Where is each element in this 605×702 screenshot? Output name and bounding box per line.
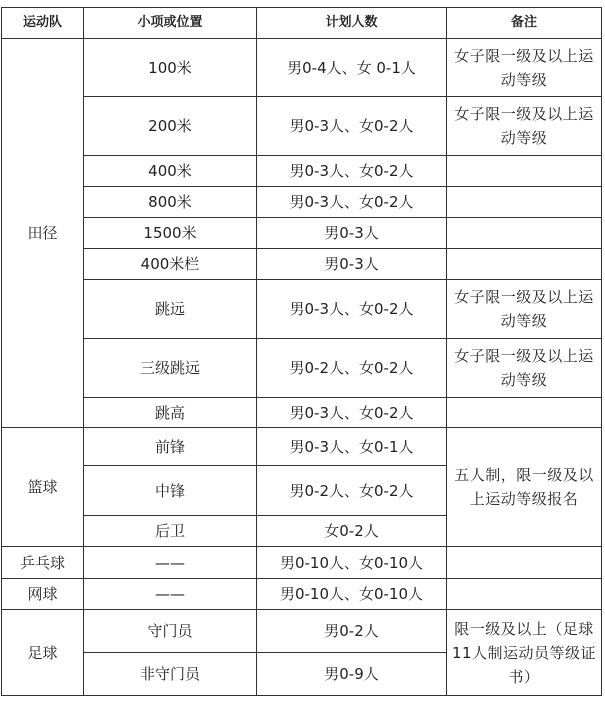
plan-cell: 男0-3人、女0-2人 bbox=[257, 280, 447, 339]
table-row bbox=[2, 280, 602, 339]
plan-cell: 男0-10人、女0-10人 bbox=[257, 547, 447, 579]
plan-cell: 男0-3人、女0-2人 bbox=[257, 187, 447, 218]
note-cell bbox=[447, 218, 602, 249]
table-row bbox=[2, 547, 602, 579]
item-cell: 800米 bbox=[84, 187, 257, 218]
note-cell-basketball: 五人制，限一级及以上运动等级报名 bbox=[447, 428, 602, 547]
note-cell: 女子限一级及以上运动等级 bbox=[447, 39, 602, 97]
header-item: 小项或位置 bbox=[84, 8, 257, 39]
table-row bbox=[2, 156, 602, 187]
item-cell: 1500米 bbox=[84, 218, 257, 249]
table-row bbox=[2, 249, 602, 280]
item-cell: 非守门员 bbox=[84, 653, 257, 696]
item-cell: 中锋 bbox=[84, 466, 257, 516]
note-cell bbox=[447, 156, 602, 187]
team-cell-track: 田径 bbox=[2, 39, 84, 428]
item-cell: 守门员 bbox=[84, 610, 257, 653]
plan-cell: 男0-2人、女0-2人 bbox=[257, 339, 447, 398]
plan-cell: 男0-4人、女 0-1人 bbox=[257, 39, 447, 97]
team-cell-football: 足球 bbox=[2, 610, 84, 696]
recruitment-plan-table bbox=[1, 7, 602, 696]
table-row bbox=[2, 398, 602, 428]
item-cell: 200米 bbox=[84, 97, 257, 156]
item-cell: 三级跳远 bbox=[84, 339, 257, 398]
plan-cell: 男0-3人、女0-2人 bbox=[257, 398, 447, 428]
header-note: 备注 bbox=[447, 8, 602, 39]
plan-cell: 男0-10人、女0-10人 bbox=[257, 579, 447, 610]
table-row bbox=[2, 610, 602, 653]
plan-cell: 男0-9人 bbox=[257, 653, 447, 696]
item-cell: 跳远 bbox=[84, 280, 257, 339]
table-row bbox=[2, 39, 602, 97]
table-row bbox=[2, 187, 602, 218]
item-cell: —— bbox=[84, 579, 257, 610]
header-row bbox=[2, 8, 602, 39]
note-cell: 女子限一级及以上运动等级 bbox=[447, 97, 602, 156]
team-cell-tennis: 网球 bbox=[2, 579, 84, 610]
table-row bbox=[2, 339, 602, 398]
note-cell: 女子限一级及以上运动等级 bbox=[447, 339, 602, 398]
table-row bbox=[2, 97, 602, 156]
plan-cell: 男0-3人、女0-2人 bbox=[257, 97, 447, 156]
note-cell-football: 限一级及以上（足球11人制运动员等级证书） bbox=[447, 610, 602, 696]
item-cell: 400米 bbox=[84, 156, 257, 187]
header-plan: 计划人数 bbox=[257, 8, 447, 39]
note-cell bbox=[447, 249, 602, 280]
item-cell: 前锋 bbox=[84, 428, 257, 466]
item-cell: 400米栏 bbox=[84, 249, 257, 280]
table-row bbox=[2, 428, 602, 466]
table-row bbox=[2, 218, 602, 249]
note-cell bbox=[447, 579, 602, 610]
plan-cell: 男0-3人 bbox=[257, 249, 447, 280]
plan-cell: 男0-2人、女0-2人 bbox=[257, 466, 447, 516]
item-cell: 100米 bbox=[84, 39, 257, 97]
team-cell-basketball: 篮球 bbox=[2, 428, 84, 547]
header-team: 运动队 bbox=[2, 8, 84, 39]
plan-cell: 男0-2人 bbox=[257, 610, 447, 653]
plan-cell: 女0-2人 bbox=[257, 516, 447, 547]
note-cell bbox=[447, 398, 602, 428]
table-row bbox=[2, 579, 602, 610]
note-cell: 女子限一级及以上运动等级 bbox=[447, 280, 602, 339]
item-cell: 后卫 bbox=[84, 516, 257, 547]
plan-cell: 男0-3人、女0-1人 bbox=[257, 428, 447, 466]
plan-cell: 男0-3人、女0-2人 bbox=[257, 156, 447, 187]
item-cell: 跳高 bbox=[84, 398, 257, 428]
item-cell: —— bbox=[84, 547, 257, 579]
note-cell bbox=[447, 187, 602, 218]
plan-cell: 男0-3人 bbox=[257, 218, 447, 249]
team-cell-pingpong: 乒乓球 bbox=[2, 547, 84, 579]
note-cell bbox=[447, 547, 602, 579]
